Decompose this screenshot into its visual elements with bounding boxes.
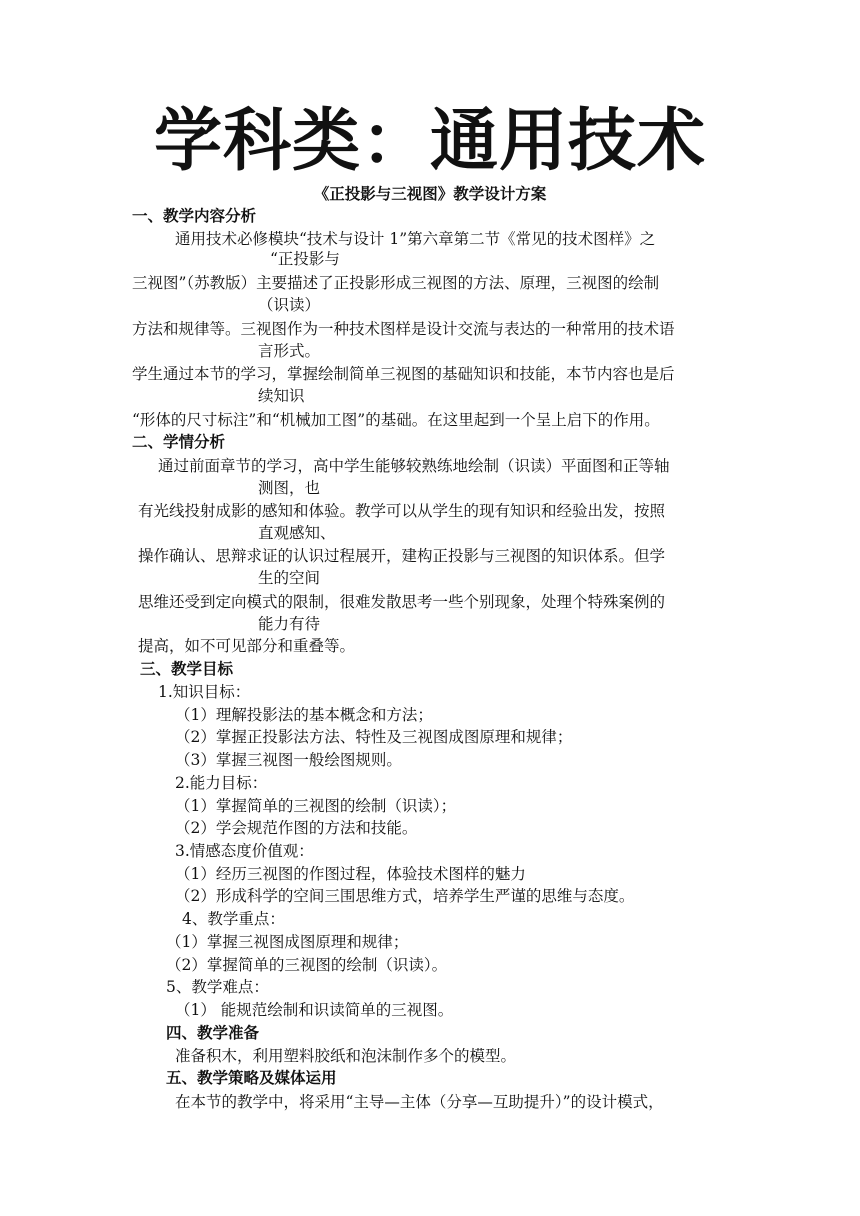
list-item: 1.知识目标： <box>158 683 251 701</box>
paragraph-line: 准备积木，利用塑料胶纸和泡沫制作多个的模型。 <box>175 1047 517 1065</box>
paragraph-line: 通用技术必修模块“技术与设计 1”第六章第二节《常见的技术图样》之 <box>175 230 656 248</box>
page-title: 学科类：通用技术 <box>153 102 706 181</box>
list-item: （1）理解投影法的基本概念和方法； <box>175 706 433 724</box>
paragraph-line: 操作确认、思辩求证的认识过程展开，建构正投影与三视图的知识体系。但学 <box>138 547 666 565</box>
section-heading-content-analysis: 一、教学内容分析 <box>132 207 257 225</box>
paragraph-line: 通过前面章节的学习，高中学生能够较熟练地绘制（识读）平面图和正等轴 <box>158 457 670 475</box>
paragraph-line: 续知识 <box>258 387 305 405</box>
paragraph-line: 言形式。 <box>258 342 321 360</box>
document-subtitle: 《正投影与三视图》教学设计方案 <box>313 185 547 203</box>
list-item: （2）形成科学的空间三围思维方式，培养学生严谨的思维与态度。 <box>175 887 635 905</box>
list-item: （2）掌握正投影法方法、特性及三视图成图原理和规律； <box>175 728 573 746</box>
paragraph-line: 在本节的教学中，将采用“主导—主体（分享—互助提升）”的设计模式， <box>175 1093 664 1111</box>
list-item: （2）掌握简单的三视图的绘制（识读）。 <box>166 956 448 974</box>
paragraph-line: 能力有待 <box>258 615 321 633</box>
list-item: （2）学会规范作图的方法和技能。 <box>175 819 418 837</box>
list-item: 2.能力目标： <box>175 774 268 792</box>
paragraph-line: “形体的尺寸标注”和“机械加工图”的基础。在这里起到一个呈上启下的作用。 <box>132 411 660 429</box>
list-item: （3）掌握三视图一般绘图规则。 <box>175 751 402 769</box>
paragraph-line: “正投影与 <box>270 250 340 268</box>
list-item: （1）掌握三视图成图原理和规律； <box>166 933 409 951</box>
section-heading-teaching-preparation: 四、教学准备 <box>166 1024 260 1042</box>
paragraph-line: 提高，如不可见部分和重叠等。 <box>138 637 356 655</box>
paragraph-line: 方法和规律等。三视图作为一种技术图样是设计交流与表达的一种常用的技术语 <box>132 320 675 338</box>
list-item: 5、教学难点： <box>166 978 269 996</box>
paragraph-line: 学生通过本节的学习，掌握绘制简单三视图的基础知识和技能，本节内容也是后 <box>132 365 675 383</box>
paragraph-line: 三视图”（苏教版）主要描述了正投影形成三视图的方法、原理，三视图的绘制 <box>132 274 660 292</box>
paragraph-line: 思维还受到定向模式的限制，很难发散思考一些个别现象，处理个特殊案例的 <box>138 593 666 611</box>
section-heading-student-analysis: 二、学情分析 <box>132 433 226 451</box>
paragraph-line: 生的空间 <box>258 569 321 587</box>
list-item: 3.情感态度价值观： <box>175 842 314 860</box>
list-item: （1） 能规范绘制和识读简单的三视图。 <box>175 1001 454 1019</box>
paragraph-line: 有光线投射成影的感知和体验。教学可以从学生的现有知识和经验出发，按照 <box>138 502 666 520</box>
list-item: 4、教学重点： <box>182 910 285 928</box>
paragraph-line: 测图，也 <box>258 479 321 497</box>
list-item: （1）掌握简单的三视图的绘制（识读）； <box>175 797 457 815</box>
section-heading-strategy-media: 五、教学策略及媒体运用 <box>166 1069 337 1087</box>
paragraph-line: 直观感知、 <box>258 524 336 542</box>
paragraph-line: （识读） <box>258 296 321 314</box>
list-item: （1）经历三视图的作图过程，体验技术图样的魅力 <box>175 865 526 883</box>
section-heading-teaching-goals: 三、教学目标 <box>140 660 234 678</box>
